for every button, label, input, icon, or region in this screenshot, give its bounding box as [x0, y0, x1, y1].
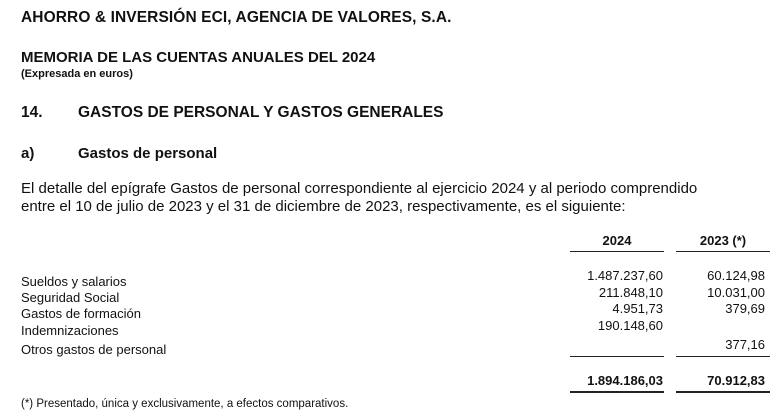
- row-label-seguridad-social: Seguridad Social: [21, 290, 120, 305]
- row-value-2024-formacion: 4.951,73: [612, 301, 663, 316]
- paragraph-line-2: entre el 10 de julio de 2023 y el 31 de diciembre de 2023, respectivamente, es el siguiente:: [21, 198, 626, 215]
- row-label-otros-gastos: Otros gastos de personal: [21, 342, 167, 357]
- row-value-2023-otros-gastos: 377,16: [725, 337, 765, 352]
- report-title: MEMORIA DE LAS CUENTAS ANUALES DEL 2024: [21, 49, 376, 66]
- row-value-2024-sueldos: 1.487.237,60: [587, 268, 663, 283]
- subsection-title: Gastos de personal: [78, 145, 218, 162]
- column-header-2024: 2024: [602, 233, 632, 248]
- footnote: (*) Presentado, única y exclusivamente, a efectos comparativos.: [21, 398, 349, 410]
- section-number: 14.: [21, 104, 43, 121]
- row-value-2023-formacion: 379,69: [725, 301, 765, 316]
- subtotal-line-2024: [570, 356, 664, 357]
- total-2023: 70.912,83: [707, 373, 765, 388]
- header-underline-2023: [676, 251, 770, 252]
- row-value-2023-seguridad-social: 10.031,00: [707, 285, 765, 300]
- row-label-formacion: Gastos de formación: [21, 306, 141, 321]
- row-value-2024-indemnizaciones: 190.148,60: [597, 318, 663, 333]
- row-value-2024-seguridad-social: 211.848,10: [598, 285, 663, 300]
- row-value-2023-sueldos: 60.124,98: [707, 268, 765, 283]
- row-label-indemnizaciones: Indemnizaciones: [21, 323, 119, 338]
- section-title: GASTOS DE PERSONAL Y GASTOS GENERALES: [78, 104, 444, 121]
- row-label-sueldos: Sueldos y salarios: [21, 274, 127, 289]
- total-2024: 1.894.186,03: [587, 373, 663, 388]
- total-underline-2024: [570, 391, 664, 393]
- header-underline-2024: [570, 251, 664, 252]
- intro-paragraph: [21, 180, 697, 216]
- company-name: AHORRO & INVERSIÓN ECI, AGENCIA DE VALORES, S.A.: [21, 9, 452, 26]
- column-header-2023: 2023 (*): [699, 233, 747, 248]
- total-underline-2023: [676, 391, 770, 393]
- subsection-number: a): [21, 145, 35, 162]
- paragraph-line-1: El detalle del epígrafe Gastos de personal correspondiente al ejercicio 2024 y al periodo comprendido: [21, 180, 698, 197]
- subtotal-line-2023: [676, 356, 770, 357]
- currency-note: (Expresada en euros): [21, 68, 133, 80]
